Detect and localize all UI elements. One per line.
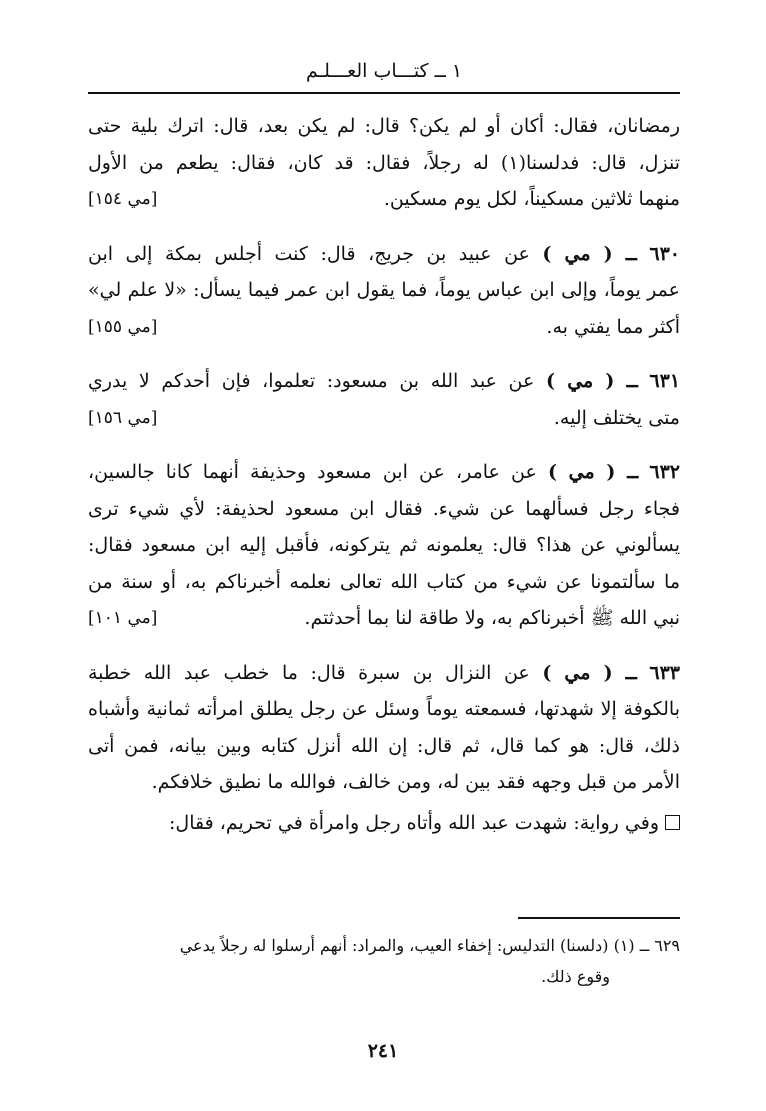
text-line-with-ref [88, 181, 680, 218]
dash: ــ [614, 370, 638, 392]
footnote-rule [518, 917, 680, 919]
text-line: الأمر من قبل وجهه فقد بين له، ومن خالف، فوالله ما نطيق خلافكم. [151, 771, 680, 793]
running-header: ١ ــ كتـــاب العـــلـم [305, 60, 463, 82]
text-segment: عن عامر، عن ابن مسعود وحذيفة أنهما كانا جالسين، [88, 461, 537, 483]
footnote-line: وقوع ذلك. [541, 967, 610, 986]
text-line: بالكوفة إلا شهدتها، فسمعته يوماً وسئل عن رجل يطلق امرأته ثمانية وأشباه [88, 698, 680, 720]
header-rule [88, 92, 680, 94]
source-code: ( مي ) [546, 370, 615, 392]
text-line: ما سألتمونا عن شيء من كتاب الله تعالى نعلمه أخبرناكم به، أو سنة من [88, 570, 680, 593]
text-line-with-ref [88, 600, 680, 637]
hadith-631 [88, 363, 680, 436]
text-line [88, 805, 680, 842]
source-reference: [مي ١٥٤] [88, 189, 158, 209]
text-line: ذلك، قال: هو كما قال، ثم قال: إن الله أنزل كتابه وبين بيانه، فمن أتى [88, 734, 680, 757]
hadith-633 [88, 655, 680, 801]
text-line: نبي الله ﷺ أخبرناكم به، ولا طاقة لنا بما أحدثتم. [304, 607, 680, 629]
text-line: رمضانان، فقال: أكان أو لم يكن؟ قال: لم يكن بعد، قال: اترك بلية حتى [88, 115, 680, 137]
text-line [88, 236, 680, 273]
text-line-with-ref [88, 400, 680, 437]
dash: ــ [615, 461, 639, 483]
source-code: ( مي ) [542, 661, 613, 684]
footnote-line: ٦٢٩ ــ (١) (دلسنا) التدليس: إخفاء العيب، والمراد: أنهم أرسلوا له رجلاً يدعي [179, 936, 680, 955]
text-segment: عن عبيد بن جريج، قال: كنت أجلس بمكة إلى ابن [88, 242, 530, 265]
text-line: عمر يوماً، وإلى ابن عباس يوماً، فما يقول ابن عمر فيما يسأل: «لا علم لي» [88, 279, 680, 301]
source-code: ( مي ) [542, 242, 613, 265]
text-line [88, 363, 680, 400]
source-code: ( مي ) [547, 461, 616, 483]
text-line: متى يختلف إليه. [553, 406, 680, 429]
riwaya-text: وفي رواية: شهدت عبد الله وأتاه رجل وامرأة في تحريم، فقال: [169, 811, 659, 834]
source-reference: [مي ١٠١] [88, 608, 158, 628]
text-segment: عن عبد الله بن مسعود: تعلموا، فإن أحدكم لا يدري [88, 370, 535, 392]
text-line-with-ref [88, 309, 680, 346]
page-body [88, 108, 680, 859]
hadith-number: ٦٣٠ [649, 242, 680, 265]
paragraph-continuation [88, 108, 680, 218]
source-reference: [مي ١٥٥] [88, 316, 158, 337]
hadith-632 [88, 454, 680, 637]
hadith-number: ٦٣١ [649, 370, 680, 392]
riwaya-paragraph [88, 805, 680, 842]
text-line [88, 454, 680, 491]
text-segment: عن النزال بن سبرة قال: ما خطب عبد الله خطبة [88, 661, 530, 684]
footnotes [88, 930, 680, 992]
hadith-630 [88, 236, 680, 346]
text-line: أكثر مما يفتي به. [546, 315, 680, 338]
square-bullet-icon [665, 815, 680, 830]
page-number: ٢٤١ [367, 1040, 399, 1062]
source-reference: [مي ١٥٦] [88, 407, 158, 428]
text-line: يسألوني عن هذا؟ قال: يعلمونه ثم يتركونه، فأقبل إليه ابن مسعود فقال: [88, 534, 680, 556]
text-line: فجاء رجل فسألهما عن شيء. فقال ابن مسعود لحذيفة: لأي شيء ترى [88, 497, 680, 520]
dash: ــ [612, 661, 637, 684]
hadith-number: ٦٣٢ [649, 461, 680, 483]
text-line [88, 655, 680, 692]
hadith-number: ٦٣٣ [649, 661, 680, 684]
dash: ــ [612, 242, 637, 265]
text-line: منهما ثلاثين مسكيناً، لكل يوم مسكين. [383, 188, 680, 210]
text-line: تنزل، قال: فدلسنا(١) له رجلاً، فقال: قد كان، فقال: يطعم من الأول [88, 151, 680, 174]
